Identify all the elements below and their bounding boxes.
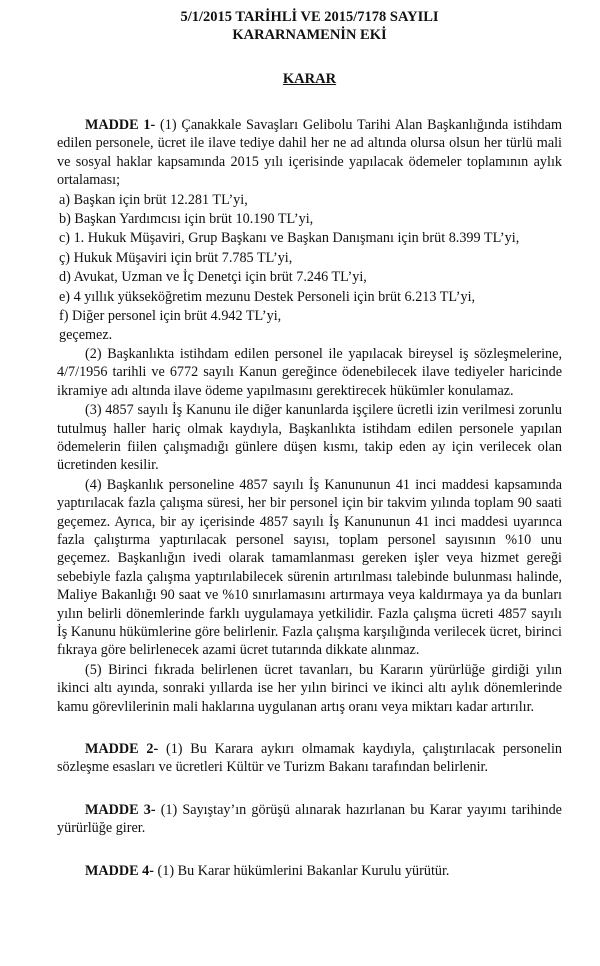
list-item-a: a) Başkan için brüt 12.281 TL’yi,	[59, 191, 248, 208]
madde-3-label: MADDE 3-	[85, 801, 156, 818]
madde-4-text: (1) Bu Karar hükümlerini Bakanlar Kurulu yürütür.	[153, 862, 450, 879]
madde-1-paragraph-5: (5) Birinci fıkrada belirlenen ücret tavanları, bu Kararın yürürlüğe girdiği yılın ikinci altı ayında, sonraki yıllarda ise her yılın birinci ve ikinci altı aylık dönemlerinde kamu görevlilerinin mali haklarına uygulanan artış oranı veya miktarı kadar artırılır.	[57, 661, 562, 715]
karar-heading: KARAR	[282, 71, 337, 87]
madde-1-paragraph-2: (2) Başkanlıkta istihdam edilen personel ile yapılacak bireysel iş sözleşmelerine, 4/7/1956 tarihli ve 6772 sayılı Kanun gereğince ödenebilecek ilave tediyeler haricinde ikramiye adı altında ilave ödeme yapılmasını gerektirecek hükümler konulamaz.	[57, 345, 562, 399]
madde-4-label: MADDE 4-	[85, 862, 154, 879]
list-item-e: e) 4 yıllık yükseköğretim mezunu Destek Personeli için brüt 6.213 TL’yi,	[59, 288, 476, 305]
list-item-f: f) Diğer personel için brüt 4.942 TL’yi,	[59, 308, 282, 325]
madde-2	[57, 740, 562, 777]
document-title-line-1: 5/1/2015 TARİHLİ VE 2015/7178 SAYILI	[180, 9, 439, 25]
madde-4	[57, 862, 562, 880]
madde-1-label: MADDE 1-	[85, 117, 156, 133]
document-title-line-2: KARARNAMENİN EKİ	[232, 27, 387, 43]
madde-1-paragraph-4: (4) Başkanlık personeline 4857 sayılı İş Kanununun 41 inci maddesi kapsamında yaptırılacak fazla çalışma süresi, her bir personel için bir takvim yılında toplam 90 saati geçemez. Ayrıca, bir ay içerisinde 4857 sayılı İş Kanununun 41 inci maddesi uyarınca fazla çalıştırma yaptırılacak personel sayısı, toplam personel sayısının %10 unu geçemez. Başkanlığın ivedi olarak tamamlanması gereken işler veya hizmet gereği sebebiyle fazla çalışma yaptırılabilecek sürenin artırılması talebinde bulunması halinde, Maliye Bakanlığı 90 saat ve %10 sınırlamasını artırmaya veya kaldırmaya ya da bunları yılın belirli dönemlerinde farklı uygulamaya yetkilidir. Fazla çalışma ücreti 4857 sayılı İş Kanunu hükümlerine göre belirlenir. Fazla çalışma karşılığında verilecek ücret, birinci fıkraya göre belirlenecek azami ücret tutarında dikkate alınmaz.	[57, 476, 562, 659]
madde-1-intro	[57, 116, 562, 190]
list-item-d: d) Avukat, Uzman ve İç Denetçi için brüt 7.246 TL’yi,	[59, 269, 367, 286]
madde-2-label: MADDE 2-	[85, 741, 159, 757]
madde-2-text: (1) Bu Karara aykırı olmamak kaydıyla, çalıştırılacak personelin sözleşme esasları ve ücretleri Kültür ve Turizm Bakanı tarafından belirlenir.	[57, 741, 562, 776]
madde-3-text: (1) Sayıştay’ın görüşü alınarak hazırlanan bu Karar yayımı tarihinde yürürlüğe girer.	[57, 801, 562, 837]
madde-1-list	[59, 191, 562, 345]
madde-3	[57, 801, 562, 838]
madde-1-intro-text: (1) Çanakkale Savaşları Gelibolu Tarihi Alan Başkanlığında istihdam edilen personele, ücret ile ilave tediye dahil her ne ad altında olursa olsun her türlü mali ve sosyal haklar kapsamında 2015 yılı içerisinde yapılacak ödemeler toplamının aylık ortalaması;	[57, 117, 562, 189]
list-item-c: c) 1. Hukuk Müşaviri, Grup Başkanı ve Başkan Danışmanı için brüt 8.399 TL’yi,	[59, 230, 520, 247]
list-item-b: b) Başkan Yardımcısı için brüt 10.190 TL’yi,	[59, 211, 314, 228]
madde-1-paragraph-3: (3) 4857 sayılı İş Kanunu ile diğer kanunlarda işçilere ücretli izin verilmesi zorunlu tutulmuş haller hariç olmak kaydıyla, Başkanlıkta istihdam edilen personele yapılan ödemelerin fiilen çalışmadığı günlere düşen kısmı, takip eden ay için verilecek olan ücretinden kesilir.	[57, 402, 562, 474]
list-item-cc: ç) Hukuk Müşaviri için brüt 7.785 TL’yi,	[59, 249, 293, 266]
list-closing: geçemez.	[59, 327, 113, 344]
